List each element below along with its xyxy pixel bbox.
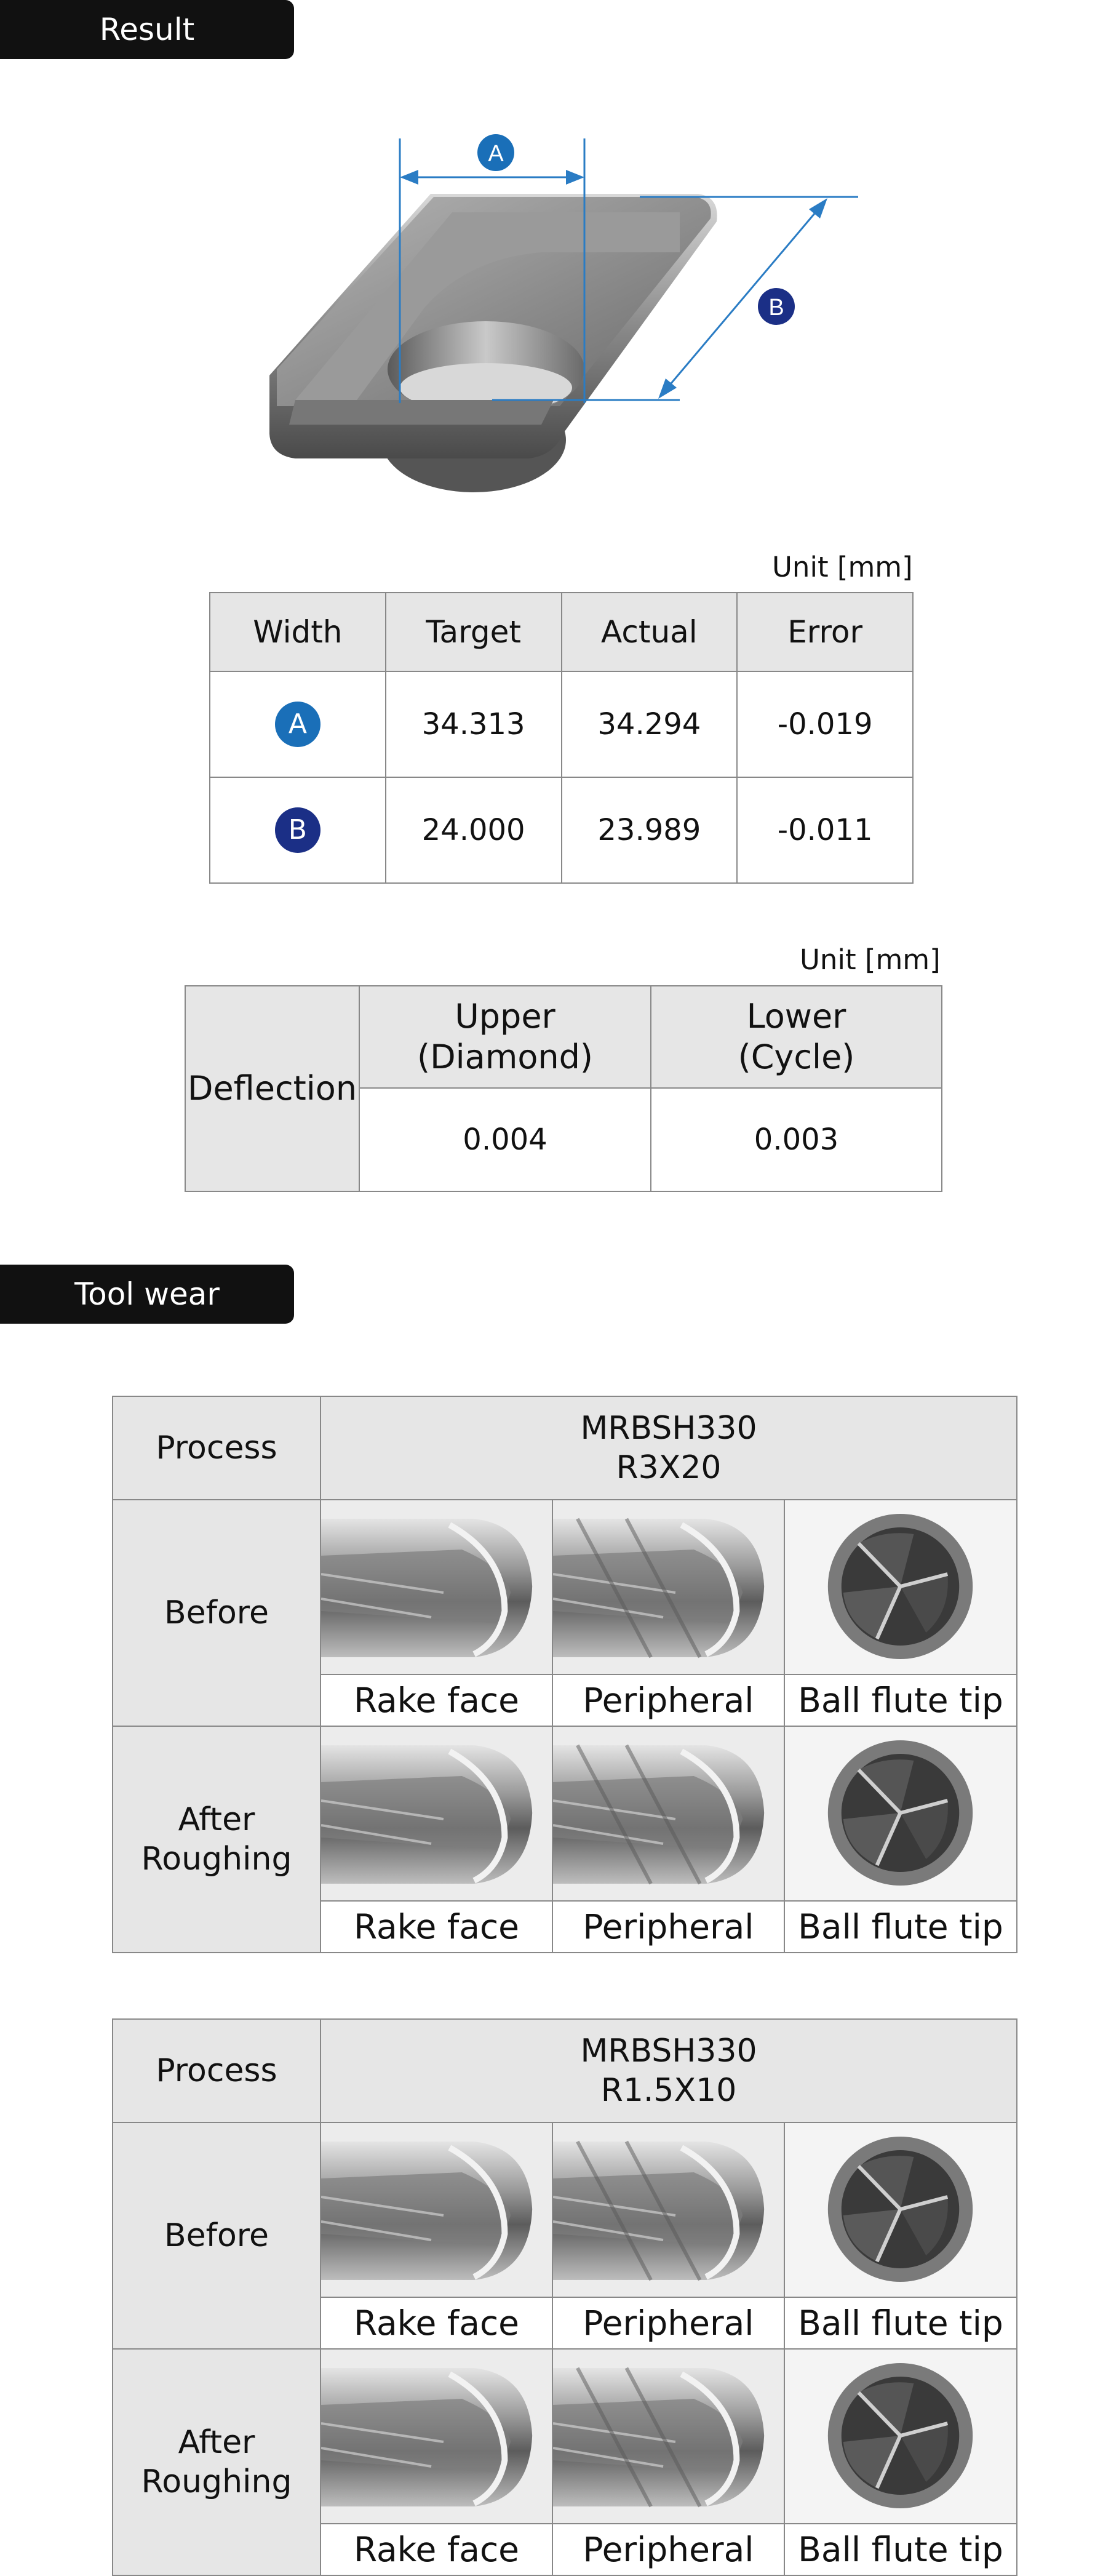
caption-rake-face: Rake face bbox=[321, 1901, 552, 1953]
target-value: 34.313 bbox=[386, 671, 562, 777]
row-label-cell bbox=[210, 671, 386, 777]
section-tab-result: Result bbox=[0, 0, 294, 59]
roughing-label: Roughing bbox=[141, 1841, 292, 1878]
after-roughing-label bbox=[113, 2349, 321, 2575]
upper-sub: (Diamond) bbox=[417, 1038, 593, 1076]
lower-value: 0.003 bbox=[651, 1088, 942, 1191]
label-a-badge: A bbox=[275, 702, 321, 747]
after-label: After bbox=[178, 2424, 255, 2461]
peripheral-photo bbox=[552, 2122, 784, 2297]
peripheral-photo bbox=[552, 1500, 784, 1674]
tool-model: MRBSH330 bbox=[580, 1410, 757, 1447]
caption-rake-face: Rake face bbox=[321, 2524, 552, 2575]
caption-ball-flute-tip: Ball flute tip bbox=[784, 2524, 1017, 2575]
peripheral-photo bbox=[552, 1726, 784, 1901]
caption-peripheral: Peripheral bbox=[552, 2524, 784, 2575]
error-value: -0.011 bbox=[737, 777, 913, 883]
caption-peripheral: Peripheral bbox=[552, 2297, 784, 2349]
ball-flute-tip-photo bbox=[784, 1500, 1017, 1674]
rake-face-photo bbox=[321, 2122, 552, 2297]
before-label: Before bbox=[113, 1500, 321, 1726]
error-value: -0.019 bbox=[737, 671, 913, 777]
upper-label: Upper bbox=[455, 997, 555, 1036]
caption-ball-flute-tip: Ball flute tip bbox=[784, 1674, 1017, 1726]
table-row bbox=[210, 777, 913, 883]
dim-a-arrow-right bbox=[566, 170, 584, 185]
lower-label: Lower bbox=[746, 997, 846, 1036]
tool-wear-table bbox=[112, 1396, 1017, 1953]
error-header: Error bbox=[737, 593, 913, 671]
ball-flute-tip-photo bbox=[784, 2349, 1017, 2524]
caption-rake-face: Rake face bbox=[321, 2297, 552, 2349]
dim-b-arrow-top bbox=[809, 198, 827, 218]
caption-rake-face: Rake face bbox=[321, 1674, 552, 1726]
label-b-text: B bbox=[768, 295, 784, 321]
lower-sub: (Cycle) bbox=[738, 1038, 855, 1076]
process-label: Process bbox=[113, 2019, 321, 2122]
tool-name bbox=[321, 2019, 1017, 2122]
peripheral-photo bbox=[552, 2349, 784, 2524]
tool-wear-table bbox=[112, 2018, 1017, 2576]
process-label: Process bbox=[113, 1396, 321, 1500]
width-table bbox=[209, 592, 914, 884]
before-label: Before bbox=[113, 2122, 321, 2349]
after-label: After bbox=[178, 1801, 255, 1838]
caption-ball-flute-tip: Ball flute tip bbox=[784, 1901, 1017, 1953]
width-table-unit: Unit [mm] bbox=[772, 551, 913, 583]
tool-size: R1.5X10 bbox=[600, 2072, 737, 2109]
tool-model: MRBSH330 bbox=[580, 2033, 757, 2070]
row-label-cell bbox=[210, 777, 386, 883]
actual-header: Actual bbox=[562, 593, 738, 671]
label-a-text: A bbox=[488, 141, 504, 167]
tool-size: R3X20 bbox=[616, 1449, 722, 1486]
ball-flute-tip-photo bbox=[784, 2122, 1017, 2297]
section-tab-tool-wear: Tool wear bbox=[0, 1265, 294, 1324]
dim-a-arrow-left bbox=[400, 170, 418, 185]
rake-face-photo bbox=[321, 1500, 552, 1674]
width-header: Width bbox=[210, 593, 386, 671]
lower-header bbox=[651, 986, 942, 1088]
label-b-badge: B bbox=[275, 807, 321, 853]
after-roughing-label bbox=[113, 1726, 321, 1953]
table-row bbox=[210, 671, 913, 777]
actual-value: 23.989 bbox=[562, 777, 738, 883]
ball-flute-tip-photo bbox=[784, 1726, 1017, 1901]
roughing-label: Roughing bbox=[141, 2463, 292, 2500]
deflection-label: Deflection bbox=[185, 986, 359, 1191]
caption-ball-flute-tip: Ball flute tip bbox=[784, 2297, 1017, 2349]
deflection-table-unit: Unit [mm] bbox=[800, 943, 941, 976]
upper-value: 0.004 bbox=[359, 1088, 651, 1191]
actual-value: 34.294 bbox=[562, 671, 738, 777]
part-diagram bbox=[246, 111, 886, 511]
deflection-table bbox=[185, 985, 942, 1192]
caption-peripheral: Peripheral bbox=[552, 1901, 784, 1953]
upper-header bbox=[359, 986, 651, 1088]
caption-peripheral: Peripheral bbox=[552, 1674, 784, 1726]
part-front-rim bbox=[289, 400, 554, 425]
dim-b-arrow-bottom bbox=[658, 378, 677, 399]
rake-face-photo bbox=[321, 2349, 552, 2524]
target-header: Target bbox=[386, 593, 562, 671]
tool-name bbox=[321, 1396, 1017, 1500]
rake-face-photo bbox=[321, 1726, 552, 1901]
target-value: 24.000 bbox=[386, 777, 562, 883]
